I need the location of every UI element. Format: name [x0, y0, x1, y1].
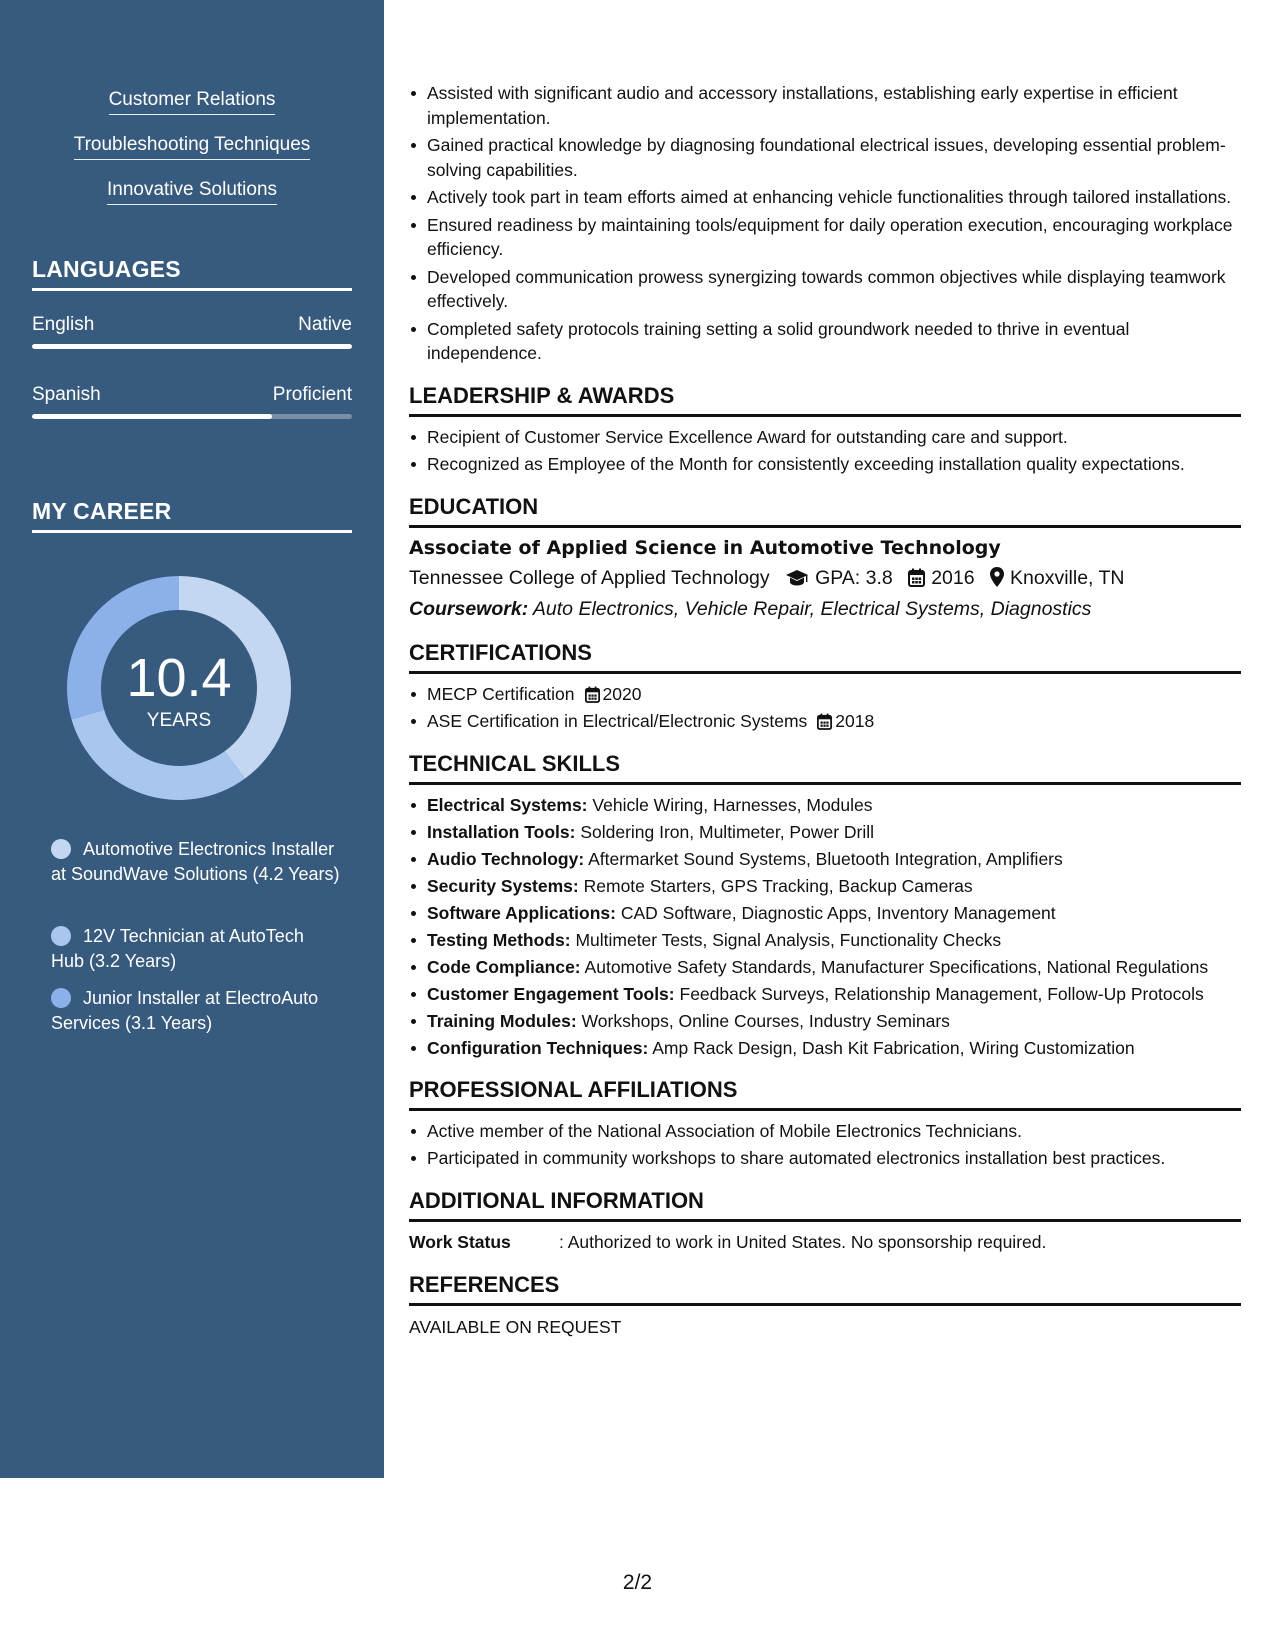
degree-title: Associate of Applied Science in Automotive Technology — [409, 536, 1001, 559]
legend-dot — [51, 988, 71, 1008]
career-total-years: 10.4 — [126, 648, 232, 708]
sidebar — [0, 0, 384, 1478]
graduation-year: 2016 — [931, 566, 975, 589]
language-proficiency-bar — [32, 414, 352, 419]
list-item: Participated in community workshops to share automated electronics installation best practices. — [409, 1146, 1241, 1171]
references-text: AVAILABLE ON REQUEST — [409, 1316, 622, 1337]
legend-dot — [51, 926, 71, 946]
main-content — [409, 0, 1241, 1339]
career-legend-item: Junior Installer at ElectroAuto Services (3.1 Years) — [51, 988, 319, 1033]
list-item: Actively took part in team efforts aimed at enhancing vehicle functionalities through tailored installations. — [409, 185, 1241, 210]
technical-skills-heading: TECHNICAL SKILLS — [409, 750, 1241, 785]
school-location: Knoxville, TN — [1010, 566, 1125, 589]
affiliations-list — [409, 1119, 1241, 1171]
affiliations-heading: PROFESSIONAL AFFILIATIONS — [409, 1076, 1241, 1111]
legend-dot — [51, 839, 71, 859]
list-item: Gained practical knowledge by diagnosing foundational electrical issues, developing essential problem-solving capabilities. — [409, 133, 1241, 182]
language-row — [32, 313, 352, 337]
education-details — [409, 564, 1241, 592]
work-status-row — [409, 1230, 1241, 1254]
skill-link[interactable]: Customer Relations — [0, 88, 384, 115]
calendar-icon — [817, 713, 832, 730]
list-item: Recognized as Employee of the Month for consistently exceeding installation quality expectations. — [409, 452, 1241, 477]
coursework-label: Coursework: — [409, 597, 529, 620]
experience-bullets — [409, 81, 1241, 366]
list-item: Developed communication prowess synergizing towards common objectives while displaying teamwork effectively. — [409, 265, 1241, 314]
language-name: English — [32, 314, 95, 335]
school-name: Tennessee College of Applied Technology — [409, 566, 770, 589]
languages-heading: LANGUAGES — [32, 256, 352, 291]
list-item: Customer Engagement Tools: Feedback Surveys, Relationship Management, Follow-Up Protocols — [409, 982, 1241, 1007]
location-pin-icon — [990, 567, 1004, 587]
language-name: Spanish — [32, 384, 101, 405]
language-proficiency-bar — [32, 344, 352, 349]
calendar-icon — [908, 568, 925, 587]
proficiency-fill — [32, 344, 352, 349]
list-item: Recipient of Customer Service Excellence Award for outstanding care and support. — [409, 425, 1241, 450]
list-item: Assisted with significant audio and accessory installations, establishing early expertise in efficient implementation. — [409, 81, 1241, 130]
list-item — [409, 709, 1241, 734]
list-item: Installation Tools: Soldering Iron, Multimeter, Power Drill — [409, 820, 1241, 845]
career-heading: MY CAREER — [32, 498, 352, 533]
page-number: 2/2 — [622, 1571, 653, 1594]
career-legend-item: 12V Technician at AutoTech Hub (3.2 Years) — [51, 926, 304, 971]
language-row — [32, 383, 352, 407]
technical-skills-list — [409, 793, 1241, 1061]
language-level: Native — [298, 314, 352, 335]
skill-link[interactable]: Innovative Solutions — [0, 178, 384, 205]
list-item: Ensured readiness by maintaining tools/equipment for daily operation execution, encouraging workplace efficiency. — [409, 213, 1241, 262]
work-status-value: : Authorized to work in United States. No sponsorship required. — [559, 1231, 1047, 1252]
gpa: GPA: 3.8 — [815, 566, 893, 589]
list-item: Code Compliance: Automotive Safety Standards, Manufacturer Specifications, National Regulations — [409, 955, 1241, 980]
certification-year: 2018 — [835, 711, 875, 731]
career-legend-item: Automotive Electronics Installer at SoundWave Solutions (4.2 Years) — [51, 839, 340, 884]
list-item: Audio Technology: Aftermarket Sound Systems, Bluetooth Integration, Amplifiers — [409, 847, 1241, 872]
education-heading: EDUCATION — [409, 493, 1241, 528]
certification-name: ASE Certification in Electrical/Electronic Systems — [427, 711, 808, 731]
certifications-heading: CERTIFICATIONS — [409, 639, 1241, 674]
graduation-cap-icon — [785, 569, 809, 587]
certification-year: 2020 — [602, 683, 642, 704]
work-status-label: Work Status — [409, 1231, 511, 1252]
list-item: Training Modules: Workshops, Online Courses, Industry Seminars — [409, 1009, 1241, 1034]
leadership-heading: LEADERSHIP & AWARDS — [409, 382, 1241, 417]
additional-info-heading: ADDITIONAL INFORMATION — [409, 1187, 1241, 1222]
list-item: Configuration Techniques: Amp Rack Design, Dash Kit Fabrication, Wiring Customization — [409, 1036, 1241, 1061]
language-level: Proficient — [272, 384, 352, 405]
list-item: Completed safety protocols training setting a solid groundwork needed to thrive in eventual independence. — [409, 317, 1241, 366]
skill-link[interactable]: Troubleshooting Techniques — [0, 133, 384, 160]
list-item: Security Systems: Remote Starters, GPS Tracking, Backup Cameras — [409, 874, 1241, 899]
list-item: Software Applications: CAD Software, Diagnostic Apps, Inventory Management — [409, 901, 1241, 926]
certifications-list — [409, 682, 1241, 734]
list-item: Testing Methods: Multimeter Tests, Signal Analysis, Functionality Checks — [409, 928, 1241, 953]
leadership-list — [409, 425, 1241, 477]
calendar-icon — [585, 686, 600, 703]
list-item: Electrical Systems: Vehicle Wiring, Harnesses, Modules — [409, 793, 1241, 818]
certification-name: MECP Certification — [427, 683, 575, 704]
list-item — [409, 682, 1241, 707]
proficiency-fill — [32, 414, 272, 419]
references-heading: REFERENCES — [409, 1271, 1241, 1306]
coursework: Coursework: Auto Electronics, Vehicle Repair, Electrical Systems, Diagnostics — [409, 597, 1092, 620]
career-years-label: YEARS — [146, 710, 212, 731]
list-item: Active member of the National Association of Mobile Electronics Technicians. — [409, 1119, 1241, 1144]
